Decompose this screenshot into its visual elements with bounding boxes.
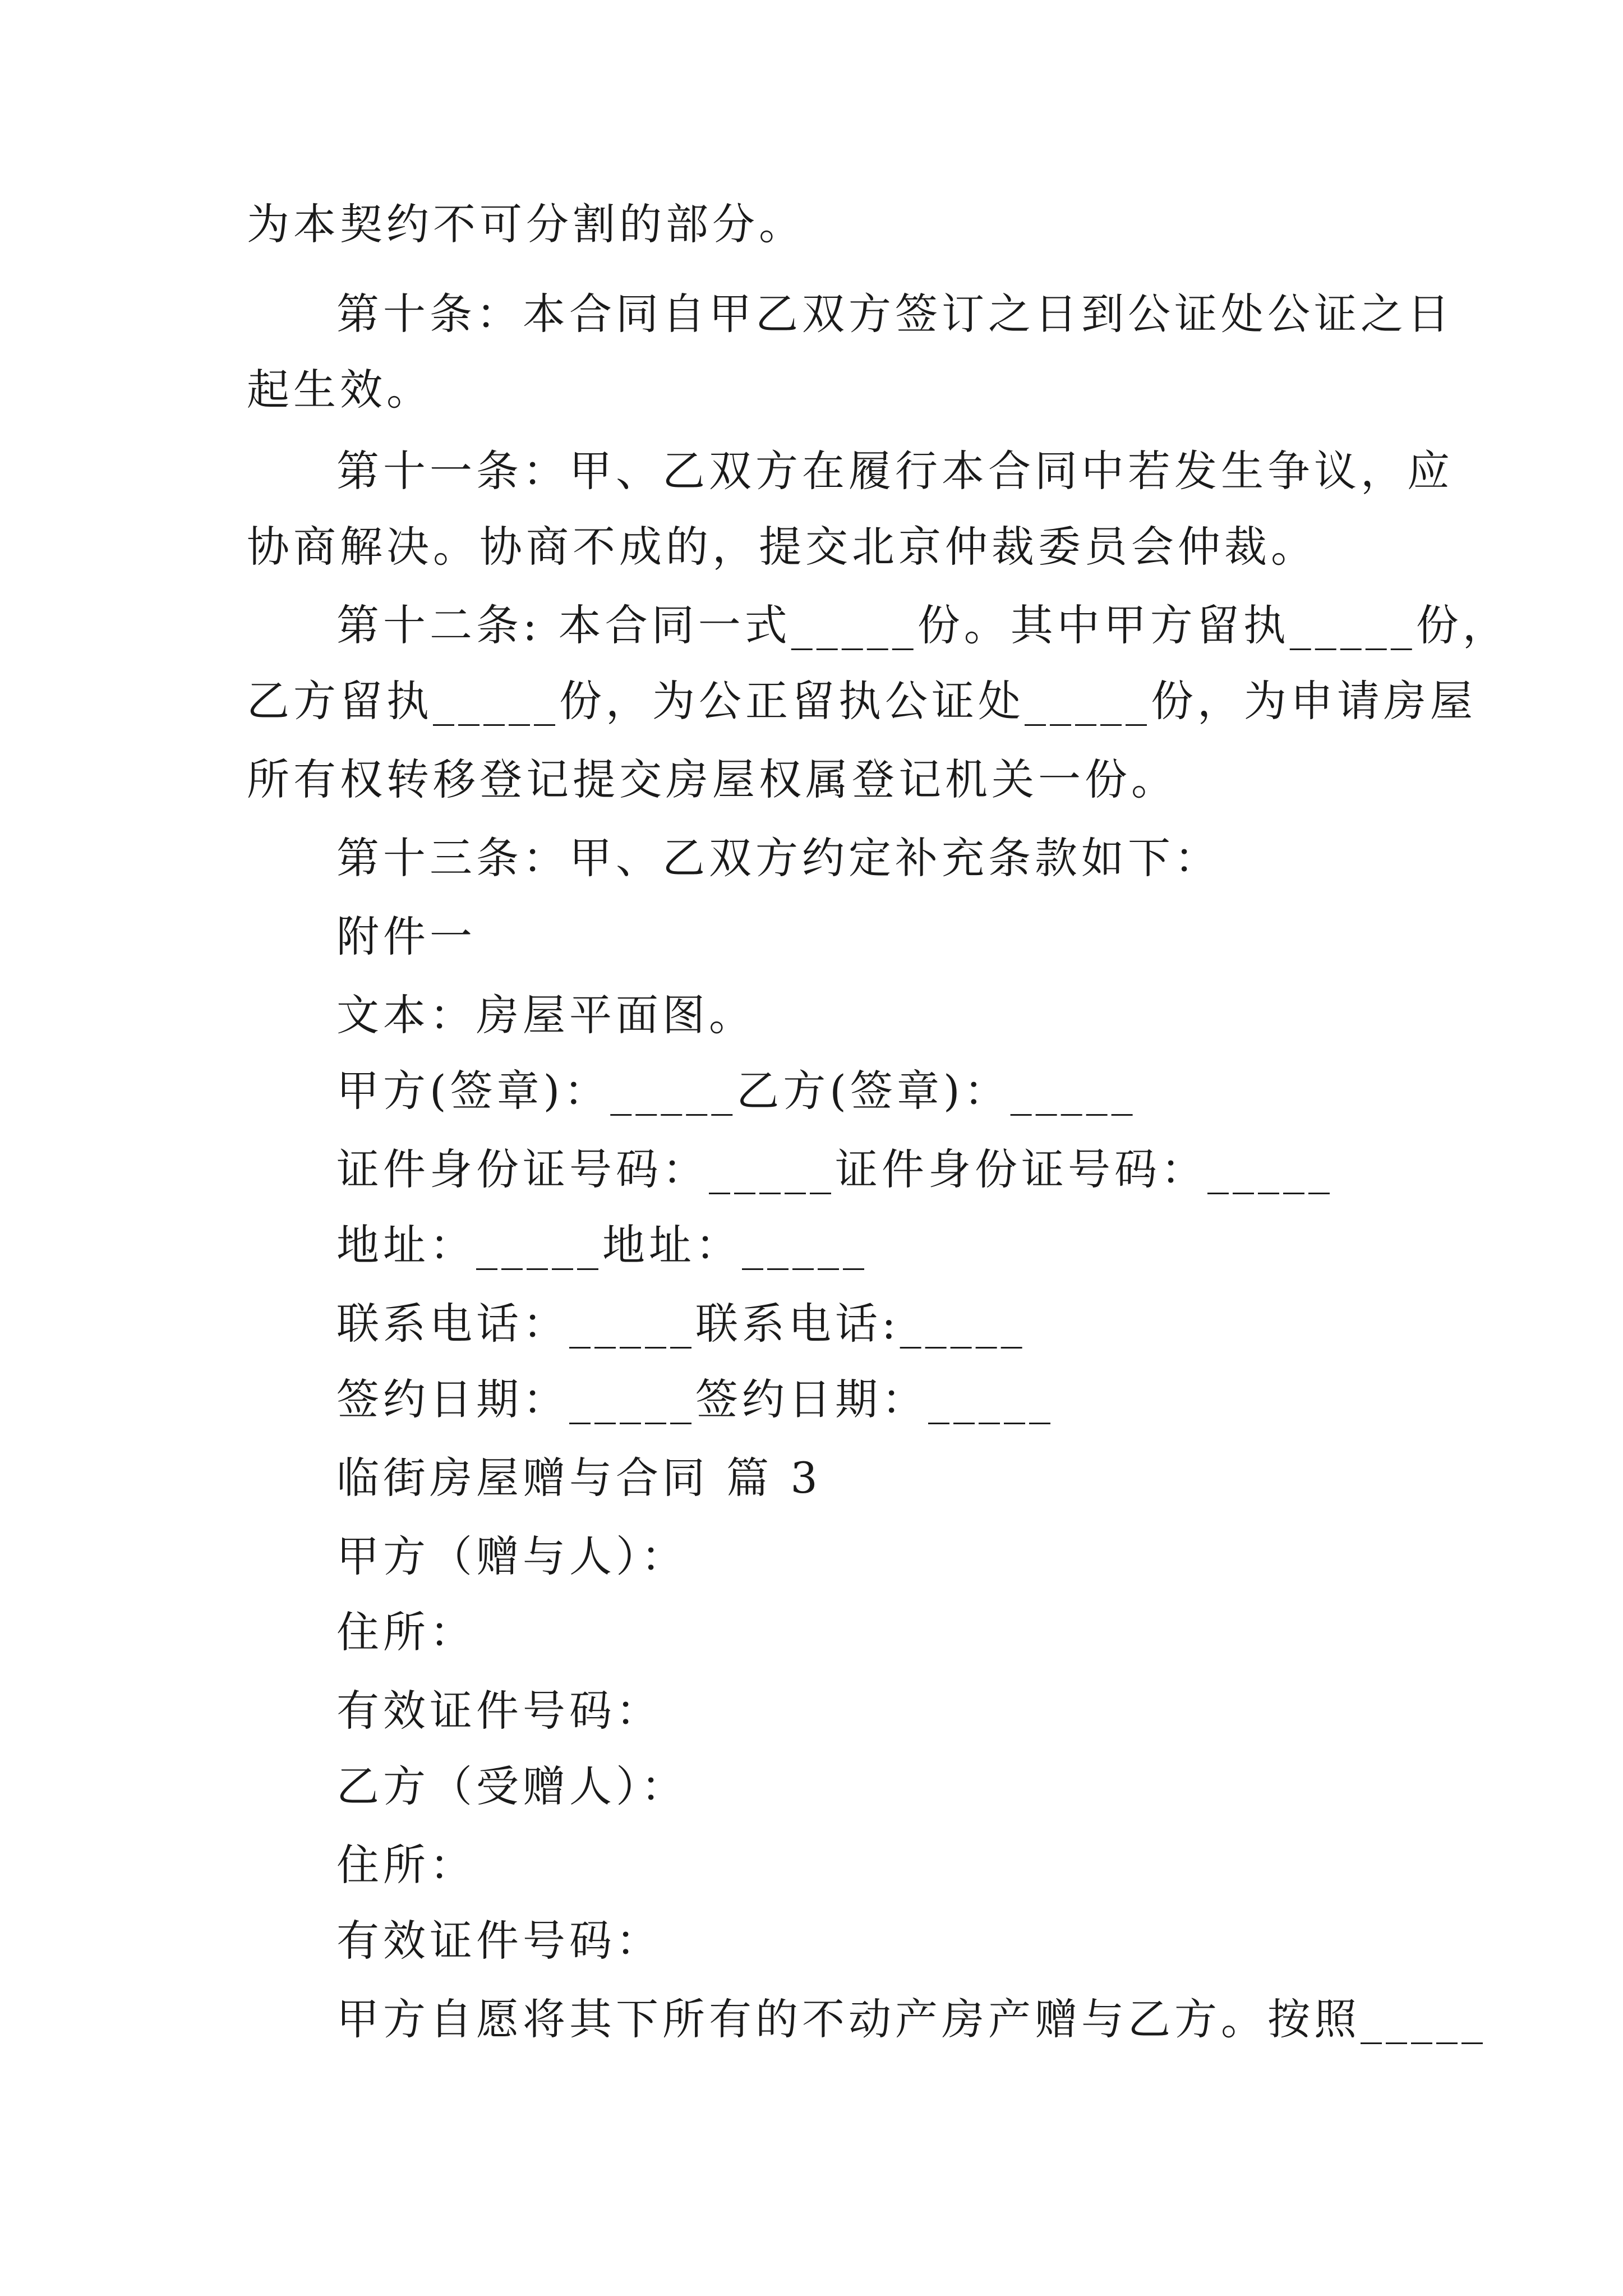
text-line-9: 第十三条：甲、乙双方约定补充条款如下：: [336, 833, 1221, 883]
text-line-5: 协商解决。协商不成的，提交北京仲裁委员会仲裁。: [247, 522, 1317, 572]
text-line-24: 甲方自愿将其下所有的不动产房产赠与乙方。按照_____: [336, 1994, 1487, 2044]
text-line-7: 乙方留执_____份，为公正留执公证处_____份，为申请房屋: [247, 676, 1477, 726]
text-line-11: 文本：房屋平面图。: [336, 990, 755, 1040]
text-line-20: 有效证件号码：: [336, 1686, 662, 1736]
text-line-6: 第十二条: 本合同一式_____份。其中甲方留执_____份，: [336, 600, 1509, 650]
text-line-23: 有效证件号码：: [336, 1916, 662, 1966]
text-line-21: 乙方（受赠人）：: [336, 1761, 688, 1811]
text-line-14: 地址：_____地址：_____: [336, 1220, 868, 1270]
text-line-3: 起生效。: [247, 365, 433, 415]
section-heading: 临街房屋赠与合同 篇 3: [336, 1453, 822, 1503]
text-line-1: 为本契约不可分割的部分。: [247, 199, 805, 249]
text-line-19: 住所：: [336, 1607, 476, 1657]
text-line-18: 甲方（赠与人）：: [336, 1531, 688, 1581]
text-line-4: 第十一条：甲、乙双方在履行本合同中若发生争议，应: [336, 446, 1454, 496]
text-line-16: 签约日期：_____签约日期：_____: [336, 1374, 1054, 1424]
text-line-10: 附件一: [336, 912, 476, 961]
text-line-8: 所有权转移登记提交房屋权属登记机关一份。: [247, 754, 1178, 804]
text-line-13: 证件身份证号码：_____证件身份证号码：_____: [336, 1144, 1334, 1194]
text-line-22: 住所：: [336, 1840, 476, 1890]
text-line-12: 甲方(签章)：_____乙方(签章)：_____: [336, 1066, 1137, 1116]
text-line-2: 第十条：本合同自甲乙双方签订之日到公证处公证之日: [336, 289, 1454, 339]
text-line-15: 联系电话：_____联系电话:_____: [336, 1299, 1026, 1349]
